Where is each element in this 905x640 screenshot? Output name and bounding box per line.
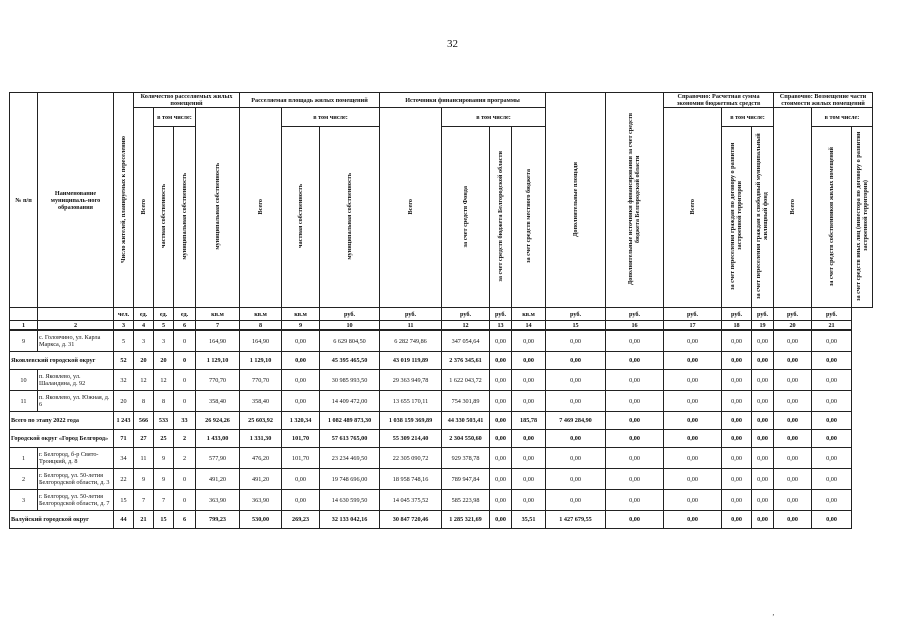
header-area-municipal: муниципальная собственность [320,127,380,308]
value-cell: 0,00 [664,430,722,448]
value-cell: 12 [154,370,174,391]
subtotal-row [10,430,873,448]
value-cell: 164,90 [196,330,240,352]
value-cell: 1 038 159 369,89 [380,412,442,430]
value-cell: 0,00 [512,391,546,412]
row-number: 9 [10,330,38,352]
value-cell: 22 305 090,72 [380,448,442,469]
value-cell: 530,00 [240,511,282,529]
value-cell: 363,90 [240,490,282,511]
value-cell: 45 395 465,50 [320,352,380,370]
value-cell: 2 [174,448,196,469]
value-cell: 0,00 [774,469,812,490]
value-cell: 0,00 [752,370,774,391]
row-name: Яковлевский городской округ [10,352,114,370]
value-cell: 25 603,92 [240,412,282,430]
header-qty-private: частная собственность [154,127,174,308]
page-number: 32 [447,38,458,50]
header-refund-owners: за счет средств собственников жилых помещений [812,127,852,308]
header-fin-local: за счет средств местного бюджета [512,127,546,308]
value-cell: 0,00 [812,352,852,370]
row-name: Всего по этапу 2022 года [10,412,114,430]
value-cell: 29 363 949,78 [380,370,442,391]
unit-cell: руб. [606,308,664,321]
value-cell: 0,00 [546,448,606,469]
value-cell: 0,00 [606,370,664,391]
value-cell: 6 629 804,50 [320,330,380,352]
value-cell: 0,00 [812,469,852,490]
value-cell: 2 304 550,60 [442,430,490,448]
value-cell: 23 234 469,50 [320,448,380,469]
value-cell: 0,00 [282,330,320,352]
value-cell: 20 [154,352,174,370]
value-cell: 0,00 [282,469,320,490]
column-number-cell: 7 [196,321,240,331]
column-number-cell: 15 [546,321,606,331]
value-cell: 0,00 [722,391,752,412]
header-add-area: Дополнительные площади [546,93,606,308]
value-cell: 0,00 [490,469,512,490]
value-cell: 8 [154,391,174,412]
row-number: 11 [10,391,38,412]
value-cell: 0,00 [490,511,512,529]
unit-cell: кв.м [240,308,282,321]
header-qty-total: Всего [134,108,154,308]
header-econ-contract: за счет переселения граждан по договору о развитии застроенной территории [722,127,752,308]
subtotal-row [10,511,873,529]
unit-cell: кв.м [512,308,546,321]
table-row [10,469,873,490]
unit-cell [10,308,38,321]
value-cell: 0,00 [774,448,812,469]
value-cell: 0,00 [490,412,512,430]
value-cell: 0,00 [546,391,606,412]
value-cell: 0,00 [606,490,664,511]
header-area-incl: в том числе: [282,108,380,127]
value-cell: 0,00 [752,412,774,430]
value-cell: 0,00 [606,469,664,490]
unit-cell: ед. [154,308,174,321]
value-cell: 0 [174,391,196,412]
value-cell: 44 [114,511,134,529]
value-cell: 15 [114,490,134,511]
value-cell: 0,00 [812,511,852,529]
value-cell: 0,00 [490,370,512,391]
row-number: 10 [10,370,38,391]
units-row [10,308,873,321]
header-qty-incl: в том числе: [154,108,196,127]
header-area-group: Расселяемая площадь жилых помещений [240,93,380,108]
value-cell: 347 054,64 [442,330,490,352]
value-cell: 3 [134,330,154,352]
value-cell: 0,00 [722,370,752,391]
unit-cell: руб. [320,308,380,321]
unit-cell: руб. [752,308,774,321]
value-cell: 476,20 [240,448,282,469]
unit-cell: ед. [134,308,154,321]
header-fin-group: Источники финансирования программы [380,93,546,108]
value-cell: 3 [154,330,174,352]
value-cell: 0,00 [722,412,752,430]
value-cell: 0,00 [722,430,752,448]
value-cell: 0,00 [606,330,664,352]
value-cell: 32 [114,370,134,391]
unit-cell: кв.м [196,308,240,321]
value-cell: 0,00 [546,370,606,391]
column-number-cell: 11 [380,321,442,331]
value-cell: 0,00 [752,352,774,370]
value-cell: 799,23 [196,511,240,529]
resettlement-program-table [9,92,873,529]
row-name: Городской округ «Город Белгород» [10,430,114,448]
header-fin-regional: за счет средств бюджета Белгородской области [490,127,512,308]
header-econ-incl: в том числе: [722,108,774,127]
value-cell: 770,70 [240,370,282,391]
value-cell: 585 223,98 [442,490,490,511]
value-cell: 14 630 599,50 [320,490,380,511]
table-row [10,490,873,511]
value-cell: 0,00 [546,469,606,490]
value-cell: 0,00 [490,391,512,412]
scan-mark: ‚ [772,608,775,617]
subtotal-row [10,412,873,430]
value-cell: 0,00 [512,330,546,352]
value-cell: 0,00 [282,490,320,511]
value-cell: 0,00 [512,430,546,448]
value-cell: 25 [154,430,174,448]
header-fin-fund: за счет средств Фонда [442,127,490,308]
value-cell: 0,00 [752,490,774,511]
value-cell: 33 [174,412,196,430]
value-cell: 0,00 [752,330,774,352]
table-row [10,448,873,469]
value-cell: 0,00 [512,370,546,391]
column-number-cell: 9 [282,321,320,331]
value-cell: 929 378,78 [442,448,490,469]
column-number-cell: 17 [664,321,722,331]
value-cell: 13 655 170,11 [380,391,442,412]
value-cell: 0,00 [546,352,606,370]
value-cell: 0,00 [774,511,812,529]
header-residents: Число жителей, планируемых к переселению [114,93,134,308]
value-cell: 0,00 [664,370,722,391]
header-add-sources: Дополнительные источники финансирования за счет средств бюджета Белгородской области [606,93,664,308]
value-cell: 363,90 [196,490,240,511]
value-cell: 358,40 [240,391,282,412]
value-cell: 30 847 720,46 [380,511,442,529]
value-cell: 20 [134,352,154,370]
value-cell: 35,51 [512,511,546,529]
value-cell: 1 320,34 [282,412,320,430]
value-cell: 0,00 [282,370,320,391]
header-refund-group: Справочно: Возмещение части стоимости жилых помещений [774,93,873,108]
value-cell: 20 [114,391,134,412]
value-cell: 55 309 214,40 [380,430,442,448]
value-cell: 0,00 [752,448,774,469]
row-name: г. Белгород, ул. 50-летия Белгородской области, д. 3 [38,469,114,490]
value-cell: 1 082 489 873,30 [320,412,380,430]
value-cell: 14 045 375,52 [380,490,442,511]
value-cell: 7 469 284,90 [546,412,606,430]
subtotal-row [10,352,873,370]
column-number-cell: 14 [512,321,546,331]
column-number-cell: 8 [240,321,282,331]
header-econ-free: за счет переселения граждан в свободный муниципальный жилищный фонд [752,127,774,308]
value-cell: 185,78 [512,412,546,430]
unit-cell: руб. [664,308,722,321]
header-econ-group: Справочно: Расчетная сумма экономии бюджетных средств [664,93,774,108]
value-cell: 0,00 [722,511,752,529]
value-cell: 164,90 [240,330,282,352]
header-fin-incl: в том числе: [442,108,546,127]
value-cell: 0,00 [664,352,722,370]
value-cell: 0,00 [664,511,722,529]
unit-cell: руб. [722,308,752,321]
value-cell: 101,70 [282,448,320,469]
row-name: г. Белгород, б-р Свято-Троицкий, д. 8 [38,448,114,469]
value-cell: 11 [134,448,154,469]
value-cell: 0,00 [490,330,512,352]
value-cell: 15 [154,511,174,529]
header-qty-group: Количество расселяемых жилых помещений [134,93,240,108]
unit-cell: руб. [812,308,852,321]
header-row-1 [10,93,873,108]
value-cell: 0,00 [722,469,752,490]
header-refund-incl: в том числе: [812,108,873,127]
column-numbers-row [10,321,873,331]
unit-cell: ед. [174,308,196,321]
value-cell: 32 133 042,16 [320,511,380,529]
row-number: 1 [10,448,38,469]
column-number-cell: 6 [174,321,196,331]
value-cell: 269,23 [282,511,320,529]
value-cell: 2 376 345,61 [442,352,490,370]
value-cell: 1 243 [114,412,134,430]
unit-cell: чел. [114,308,134,321]
row-number: 3 [10,490,38,511]
value-cell: 0,00 [774,352,812,370]
value-cell: 0,00 [752,391,774,412]
value-cell: 6 282 749,86 [380,330,442,352]
value-cell: 34 [114,448,134,469]
header-no: № п/п [10,93,38,308]
value-cell: 0,00 [606,430,664,448]
column-number-cell: 12 [442,321,490,331]
value-cell: 0,00 [812,391,852,412]
row-number: 2 [10,469,38,490]
value-cell: 7 [154,490,174,511]
value-cell: 0 [174,330,196,352]
column-number-cell: 16 [606,321,664,331]
header-refund-third: за счет средств иных лиц (инвестора по договору о развитии застроенной территории) [852,127,873,308]
value-cell: 0,00 [774,412,812,430]
value-cell: 27 [134,430,154,448]
value-cell: 0,00 [664,330,722,352]
value-cell: 0,00 [606,448,664,469]
column-number-cell: 10 [320,321,380,331]
value-cell: 1 129,10 [196,352,240,370]
header-area-private: частная собственность [282,127,320,308]
value-cell: 0,00 [774,391,812,412]
table-row [10,391,873,412]
row-name: Валуйский городской округ [10,511,114,529]
value-cell: 71 [114,430,134,448]
column-number-cell: 1 [10,321,38,331]
column-number-cell: 3 [114,321,134,331]
header-refund-total: Всего [774,108,812,308]
value-cell: 0,00 [606,391,664,412]
unit-cell: руб. [442,308,490,321]
header-qty-municipal: муниципальная собственность [196,108,240,308]
value-cell: 0,00 [812,448,852,469]
value-cell: 52 [114,352,134,370]
value-cell: 6 [174,511,196,529]
value-cell: 789 947,84 [442,469,490,490]
table-row [10,370,873,391]
value-cell: 5 [114,330,134,352]
value-cell: 0 [174,352,196,370]
value-cell: 0,00 [546,330,606,352]
unit-cell: руб. [546,308,606,321]
value-cell: 0,00 [752,469,774,490]
value-cell: 533 [154,412,174,430]
value-cell: 358,40 [196,391,240,412]
column-number-cell: 5 [154,321,174,331]
value-cell: 0,00 [606,412,664,430]
value-cell: 0,00 [490,448,512,469]
value-cell: 0,00 [546,490,606,511]
value-cell: 0,00 [812,370,852,391]
value-cell: 0,00 [752,511,774,529]
value-cell: 21 [134,511,154,529]
value-cell: 566 [134,412,154,430]
value-cell: 0,00 [512,469,546,490]
value-cell: 0,00 [812,490,852,511]
value-cell: 9 [134,469,154,490]
row-name: с. Головчино, ул. Карла Маркса, д. 31 [38,330,114,352]
header-econ-total: Всего [664,108,722,308]
value-cell: 1 285 321,69 [442,511,490,529]
value-cell: 0,00 [812,330,852,352]
unit-cell: руб. [774,308,812,321]
value-cell: 0,00 [722,330,752,352]
value-cell: 0,00 [774,330,812,352]
unit-cell: руб. [380,308,442,321]
value-cell: 770,70 [196,370,240,391]
value-cell: 19 748 696,00 [320,469,380,490]
value-cell: 12 [134,370,154,391]
column-number-cell: 2 [38,321,114,331]
header-municipality: Наименование муниципаль-ного образования [38,93,114,308]
value-cell: 30 985 993,50 [320,370,380,391]
value-cell: 0,00 [812,412,852,430]
header-row-2 [10,108,873,127]
value-cell: 0,00 [664,490,722,511]
value-cell: 57 613 765,00 [320,430,380,448]
value-cell: 0,00 [490,430,512,448]
header-qty-municipal-sub: муниципальная собственность [174,127,196,308]
table-row [10,330,873,352]
value-cell: 0,00 [774,370,812,391]
value-cell: 0 [174,490,196,511]
value-cell: 7 [134,490,154,511]
value-cell: 0,00 [774,430,812,448]
value-cell: 44 330 503,41 [442,412,490,430]
value-cell: 0,00 [664,469,722,490]
value-cell: 22 [114,469,134,490]
value-cell: 0,00 [490,490,512,511]
value-cell: 14 409 472,00 [320,391,380,412]
value-cell: 1 622 043,72 [442,370,490,391]
value-cell: 0,00 [606,511,664,529]
value-cell: 0,00 [664,412,722,430]
value-cell: 0,00 [546,430,606,448]
value-cell: 491,20 [196,469,240,490]
value-cell: 0,00 [664,391,722,412]
value-cell: 1 331,30 [240,430,282,448]
table-body [10,330,873,529]
value-cell: 0 [174,469,196,490]
column-number-cell: 21 [812,321,852,331]
value-cell: 9 [154,469,174,490]
unit-cell: руб. [490,308,512,321]
value-cell: 491,20 [240,469,282,490]
value-cell: 26 924,26 [196,412,240,430]
value-cell: 9 [154,448,174,469]
value-cell: 43 019 119,89 [380,352,442,370]
value-cell: 0,00 [774,490,812,511]
unit-cell [38,308,114,321]
value-cell: 0,00 [664,448,722,469]
value-cell: 1 427 679,55 [546,511,606,529]
row-name: г. Белгород, ул. 50-летия Белгородской области, д. 7 [38,490,114,511]
value-cell: 8 [134,391,154,412]
header-fin-total: Всего [380,108,442,308]
column-number-cell: 4 [134,321,154,331]
column-number-cell: 20 [774,321,812,331]
column-number-cell: 18 [722,321,752,331]
value-cell: 0,00 [512,448,546,469]
value-cell: 2 [174,430,196,448]
value-cell: 577,90 [196,448,240,469]
value-cell: 0,00 [282,391,320,412]
value-cell: 0,00 [722,490,752,511]
row-name: п. Яковлево, ул. Южная, д. 6 [38,391,114,412]
column-number-cell: 19 [752,321,774,331]
value-cell: 101,70 [282,430,320,448]
value-cell: 1 129,10 [240,352,282,370]
value-cell: 0,00 [606,352,664,370]
value-cell: 0,00 [282,352,320,370]
row-name: п. Яковлево, ул. Шаландина, д. 92 [38,370,114,391]
value-cell: 0,00 [722,352,752,370]
value-cell: 0,00 [812,430,852,448]
value-cell: 0 [174,370,196,391]
value-cell: 0,00 [490,352,512,370]
header-area-total: Всего [240,108,282,308]
unit-cell: кв.м [282,308,320,321]
value-cell: 0,00 [512,352,546,370]
value-cell: 0,00 [722,448,752,469]
value-cell: 754 301,89 [442,391,490,412]
value-cell: 18 958 748,16 [380,469,442,490]
value-cell: 1 433,00 [196,430,240,448]
value-cell: 0,00 [752,430,774,448]
value-cell: 0,00 [512,490,546,511]
column-number-cell: 13 [490,321,512,331]
